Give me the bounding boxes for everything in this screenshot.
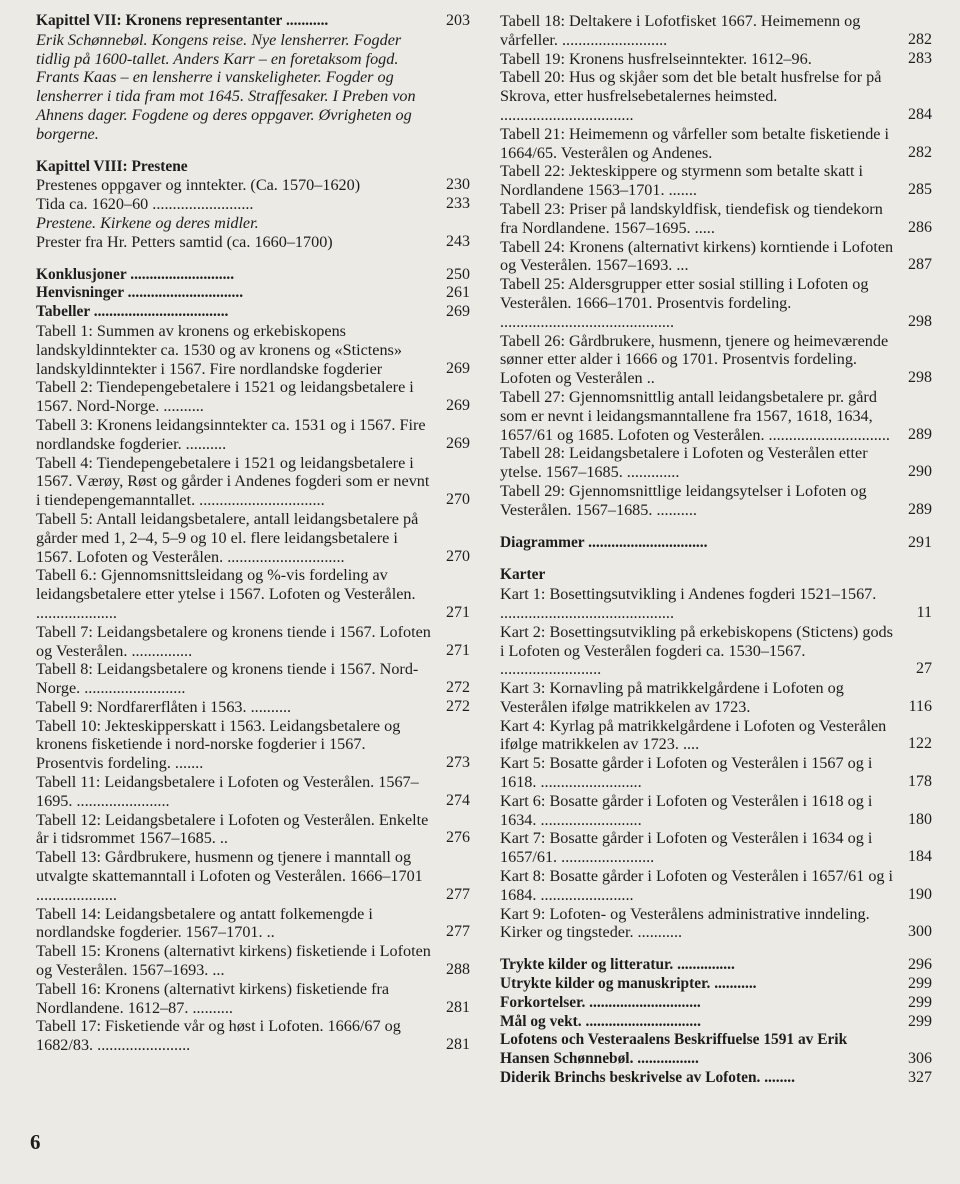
toc-entry: [500, 585, 932, 623]
toc-entry: [36, 378, 470, 416]
toc-entry-title: Forkortelser. .............................: [500, 993, 701, 1011]
toc-entry-title: Tabell 10: Jekteskipperskatt i 1563. Leidangsbetalere og kronens fisketiende i nord-norske fogderier i 1567. Prosentvis fordeling. .......: [36, 716, 401, 773]
toc-entry-page: 270: [446, 547, 470, 565]
toc-entry: [36, 905, 470, 943]
section-gap: [500, 520, 932, 534]
toc-entry-page: 272: [446, 697, 470, 715]
toc-entry: [500, 238, 932, 276]
toc-entry: [36, 284, 470, 303]
toc-entry-page: 284: [908, 105, 932, 123]
toc-entry-page: 122: [908, 735, 932, 753]
toc-entry-page: 327: [908, 1069, 932, 1087]
toc-entry-title: Tabell 25: Aldersgrupper etter sosial stilling i Lofoten og Vesterålen. 1666–1701. Prosentvis fordeling. ...........................................: [500, 275, 869, 331]
toc-entry: [36, 717, 470, 773]
toc-entry-page: 27: [916, 660, 932, 678]
toc-entry: [36, 811, 470, 849]
toc-entry-title: Tida ca. 1620–60 .........................: [36, 195, 254, 214]
toc-entry-title: Kart 8: Bosatte gårder i Lofoten og Vesterålen i 1657/61 og i 1684. .......................: [500, 867, 894, 904]
toc-entry-page: 282: [908, 143, 932, 161]
toc-entry-page: 299: [908, 993, 932, 1011]
toc-entry-title: Tabell 24: Kronens (alternativt kirkens) korntiende i Lofoten og Vesterålen. 1567–1693. ...: [500, 237, 894, 275]
toc-entry-title: Kart 1: Bosettingsutvikling i Andenes fogderi 1521–1567. ...........................................: [500, 585, 877, 622]
toc-entry: [500, 534, 932, 553]
toc-entry: [500, 975, 932, 994]
toc-entry-title: Kart 4: Kyrlag på matrikkelgårdene i Lofoten og Vesterålen ifølge matrikkelen av 1723. ....: [500, 716, 887, 754]
toc-entry-page: 116: [908, 697, 932, 715]
toc-entry-page: 296: [908, 956, 932, 974]
toc-entry-title: Kart 6: Bosatte gårder i Lofoten og Vesterålen i 1618 og i 1634. .........................: [500, 791, 873, 829]
toc-entry-title: Tabell 18: Deltakere i Lofotfisket 1667. Heimemenn og vårfeller. ..........................: [500, 12, 861, 49]
toc-entry: [36, 566, 470, 622]
toc-entry-title: Kart 2: Bosettingsutvikling på erkebiskopens (Stictens) gods i Lofoten og Vesterålen fogderi ca. 1530–1567. .........................: [500, 622, 893, 679]
toc-entry: [500, 792, 932, 830]
toc-entry-page: 282: [908, 30, 932, 48]
toc-entry: [500, 679, 932, 717]
toc-entry-title: Karter: [500, 566, 546, 584]
toc-entry-page: 298: [908, 369, 932, 387]
toc-entry: [36, 12, 470, 31]
page-number: 6: [30, 1130, 41, 1154]
toc-entry: [500, 12, 932, 50]
toc-entry-page: 281: [446, 1036, 470, 1054]
toc-entry: [500, 905, 932, 943]
toc-entry: [36, 623, 470, 661]
toc-entry-title: Konklusjoner ...........................: [36, 265, 235, 283]
toc-entry-title: Tabell 4: Tiendepengebetalere i 1521 og leidangsbetalere i 1567. Værøy, Røst og gårder i Andenes fogderi som er nevnt i tiendepengemanntallet. ...............................: [36, 453, 430, 510]
toc-entry-page: 243: [446, 232, 470, 250]
toc-entry-page: 269: [446, 434, 470, 452]
toc-entry: [36, 322, 470, 378]
toc-entry: [500, 50, 932, 69]
toc-entry-title: Tabell 6.: Gjennomsnittsleidang og %-vis fordeling av leidangsbetalere etter ytelse i 1567. Lofoten og Vesterålen. ....................: [36, 566, 416, 622]
toc-entry-title: Tabeller ...................................: [36, 303, 229, 321]
toc-entry-title: Kart 7: Bosatte gårder i Lofoten og Vesterålen i 1634 og i 1657/61. .......................: [500, 829, 873, 867]
toc-entry: [36, 303, 470, 322]
toc-entry-page: 283: [908, 49, 932, 67]
toc-entry-page: 261: [446, 284, 470, 302]
toc-entry-title: Tabell 1: Summen av kronens og erkebiskopens landskyldinntekter ca. 1530 og av kronens og «Stictens» landskyldinntekter i 1567. Fire nordlandske fogderier: [36, 321, 402, 378]
toc-entry-page: 184: [908, 848, 932, 866]
toc-entry: [36, 1017, 470, 1055]
toc-entry-title: Tabell 21: Heimemenn og vårfeller som betalte fisketiende i 1664/65. Vesterålen og Andenes.: [500, 124, 890, 162]
toc-entry: [36, 980, 470, 1018]
toc-entry-page: 271: [446, 603, 470, 621]
toc-entry: [36, 698, 470, 717]
toc-entry-page: 269: [446, 397, 470, 415]
toc-entry-title: Lofotens och Vesteraalens Beskriffuelse 1591 av Erik Hansen Schønnebøl. ................: [500, 1031, 848, 1068]
toc-entry-page: 281: [446, 998, 470, 1016]
toc-entry-title: Tabell 20: Hus og skjåer som det ble betalt husfrelse for på Skrova, etter husfrelsebetalernes heimsted. .................................: [500, 68, 882, 124]
toc-entry-page: 178: [908, 773, 932, 791]
toc-entry-title: Kart 9: Lofoten- og Vesterålens administrative inndeling. Kirker og tingsteder. ...........: [500, 904, 870, 942]
toc-entry: [500, 388, 932, 444]
toc-entry-title: Erik Schønnebøl. Kongens reise. Nye lensherrer. Fogder tidlig på 1600-tallet. Anders Karr – en foretaksom fogd. Frants Kaas – en lensherre i vanskeligheter. Fogder og lensherrer i tida fram mot 1645. Straffesaker. I Preben von Ahnens dager. Fogdene og deres oppgaver. Øvrigheten og borgerne.: [36, 30, 416, 143]
toc-entry-title: Henvisninger ..............................: [36, 284, 244, 302]
toc-entry: [500, 275, 932, 331]
toc-entry: [500, 867, 932, 905]
toc-entry-title: Tabell 2: Tiendepengebetalere i 1521 og leidangsbetalere i 1567. Nord-Norge. ..........: [36, 378, 414, 416]
toc-entry-title: Prestenes oppgaver og inntekter. (Ca. 1570–1620): [36, 176, 361, 195]
toc-right-column: [500, 12, 932, 1088]
toc-entry: [36, 660, 470, 698]
toc-entry-title: Tabell 29: Gjennomsnittlige leidangsytelser i Lofoten og Vesterålen. 1567–1685. ..........: [500, 481, 867, 519]
toc-entry-title: Tabell 23: Priser på landskyldfisk, tiendefisk og tiendekorn fra Nordlandene. 1567–1695. .....: [500, 199, 883, 237]
toc-entry-title: Tabell 11: Leidangsbetalere i Lofoten og Vesterålen. 1567–1695. .......................: [36, 773, 419, 810]
toc-entry-title: Mål og vekt. ..............................: [500, 1012, 701, 1030]
toc-entry-page: 274: [446, 791, 470, 809]
toc-entry-page: 289: [908, 425, 932, 443]
toc-entry-page: 289: [908, 500, 932, 518]
toc-entry-page: 277: [446, 923, 470, 941]
section-gap: [36, 144, 470, 158]
toc-entry: [500, 162, 932, 200]
toc-entry-page: 271: [446, 641, 470, 659]
toc-entry: [500, 1013, 932, 1032]
toc-entry: [500, 623, 932, 679]
toc-entry-title: Tabell 15: Kronens (alternativt kirkens) fisketiende i Lofoten og Vesterålen. 1567–1693. ...: [36, 942, 431, 980]
toc-entry-page: 273: [446, 754, 470, 772]
section-gap: [500, 942, 932, 956]
toc-entry-title: Tabell 13: Gårdbrukere, husmenn og tjenere i manntall og utvalgte skattemanntall i Lofoten og Vesterålen. 1666–1701 ....................: [36, 848, 423, 904]
toc-entry-title: Tabell 22: Jekteskippere og styrmenn som betalte skatt i Nordlandene 1563–1701. .......: [500, 162, 864, 200]
toc-entry-page: 287: [908, 256, 932, 274]
toc-entry-title: Tabell 5: Antall leidangsbetalere, antall leidangsbetalere på gårder med 1, 2–4, 5–9 og 10 el. flere leidangsbetalere i 1567. Lofoten og Vesterålen. .............................: [36, 509, 419, 566]
toc-entry: [500, 1031, 932, 1069]
toc-entry-title: Prester fra Hr. Petters samtid (ca. 1660–1700): [36, 232, 333, 251]
toc-entry: [500, 994, 932, 1013]
toc-entry-title: Tabell 19: Kronens husfrelseinntekter. 1612–96.: [500, 49, 812, 68]
toc-entry-page: 286: [908, 218, 932, 236]
toc-entry: [500, 566, 932, 585]
toc-entry: [36, 266, 470, 285]
toc-entry-title: Tabell 16: Kronens (alternativt kirkens) fisketiende fra Nordlandene. 1612–87. ..........: [36, 979, 390, 1017]
section-gap: [36, 252, 470, 266]
toc-entry-page: 298: [908, 312, 932, 330]
toc-entry: [36, 848, 470, 904]
toc-entry-page: 230: [446, 176, 470, 194]
toc-entry-page: 270: [446, 491, 470, 509]
toc-entry: [500, 125, 932, 163]
toc-entry-title: Tabell 17: Fisketiende vår og høst i Lofoten. 1666/67 og 1682/83. .......................: [36, 1017, 401, 1055]
toc-entry-page: 290: [908, 463, 932, 481]
toc-entry-title: Tabell 27: Gjennomsnittlig antall leidangsbetalere pr. gård som er nevnt i leidangsmanntallene fra 1567, 1618, 1634, 1657/61 og 1685. Lofoten og Vesterålen. ..............................: [500, 387, 890, 444]
toc-entry-page: 276: [446, 829, 470, 847]
toc-entry: [500, 332, 932, 388]
toc-entry-title: Kart 3: Kornavling på matrikkelgårdene i Lofoten og Vesterålen ifølge matrikkelen av 1723.: [500, 679, 844, 716]
toc-entry: [500, 200, 932, 238]
toc-entry: [500, 956, 932, 975]
toc-entry: [36, 510, 470, 566]
toc-entry-page: 269: [446, 303, 470, 321]
toc-entry: [36, 195, 470, 214]
toc-entry-title: Diderik Brinchs beskrivelse av Lofoten. ........: [500, 1069, 795, 1087]
toc-entry-title: Tabell 3: Kronens leidangsinntekter ca. 1531 og i 1567. Fire nordlandske fogderier. ..........: [36, 415, 426, 453]
toc-entry-page: 269: [446, 359, 470, 377]
toc-entry-page: 272: [446, 679, 470, 697]
toc-entry: [500, 1069, 932, 1088]
toc-entry: [500, 444, 932, 482]
toc-entry: [500, 717, 932, 755]
toc-entry-page: 285: [908, 181, 932, 199]
toc-entry-page: 299: [908, 1012, 932, 1030]
toc-entry-page: 11: [916, 603, 932, 621]
toc-entry: [500, 754, 932, 792]
toc-entry: [36, 176, 470, 195]
toc-entry-title: Tabell 8: Leidangsbetalere og kronens tiende i 1567. Nord-Norge. .........................: [36, 660, 419, 698]
toc-entry: [36, 233, 470, 252]
toc-entry-page: 233: [446, 195, 470, 213]
toc-entry-title: Kart 5: Bosatte gårder i Lofoten og Vesterålen i 1567 og i 1618. .........................: [500, 754, 873, 792]
toc-entry-title: Diagrammer ...............................: [500, 533, 708, 551]
toc-entry-page: 203: [446, 12, 470, 29]
toc-entry: [36, 31, 470, 144]
toc-entry-page: 288: [446, 961, 470, 979]
toc-entry-page: 190: [908, 885, 932, 903]
toc-entry-title: Prestene. Kirkene og deres midler.: [36, 213, 259, 232]
toc-entry-page: 299: [908, 975, 932, 993]
toc-entry-title: Tabell 14: Leidangsbetalere og antatt folkemengde i nordlandske fogderier. 1567–1701. ..: [36, 904, 373, 942]
toc-entry: [36, 942, 470, 980]
toc-entry: [36, 773, 470, 811]
toc-entry-title: Trykte kilder og litteratur. ...............: [500, 956, 735, 974]
toc-entry: [500, 68, 932, 124]
toc-entry-page: 300: [908, 923, 932, 941]
toc-entry-title: Kapittel VII: Kronens representanter ...........: [36, 12, 329, 29]
toc-entry: [500, 482, 932, 520]
toc-entry-page: 180: [908, 810, 932, 828]
toc-entry-title: Tabell 26: Gårdbrukere, husmenn, tjenere og heimeværende sønner etter alder i 1666 og 1701. Prosentvis fordeling. Lofoten og Vesterålen ..: [500, 331, 889, 388]
toc-entry-title: Utrykte kilder og manuskripter. ...........: [500, 975, 757, 993]
toc-entry: [36, 158, 470, 177]
toc-entry-page: 291: [908, 533, 932, 551]
toc-left-column: [36, 12, 470, 1055]
toc-entry-page: 250: [446, 265, 470, 283]
toc-entry-title: Tabell 9: Nordfarerflåten i 1563. ..........: [36, 697, 292, 716]
toc-entry-page: 306: [908, 1050, 932, 1068]
section-gap: [500, 552, 932, 566]
toc-entry: [36, 214, 470, 233]
toc-entry-title: Tabell 12: Leidangsbetalere i Lofoten og Vesterålen. Enkelte år i tidsrommet 1567–1685. ..: [36, 810, 429, 848]
toc-entry-title: Tabell 28: Leidangsbetalere i Lofoten og Vesterålen etter ytelse. 1567–1685. .............: [500, 444, 868, 482]
toc-entry: [500, 829, 932, 867]
toc-entry: [36, 416, 470, 454]
toc-entry-page: 277: [446, 885, 470, 903]
toc-entry-title: Kapittel VIII: Prestene: [36, 157, 188, 175]
toc-entry-title: Tabell 7: Leidangsbetalere og kronens tiende i 1567. Lofoten og Vesterålen. ...............: [36, 622, 431, 660]
toc-entry: [36, 454, 470, 510]
